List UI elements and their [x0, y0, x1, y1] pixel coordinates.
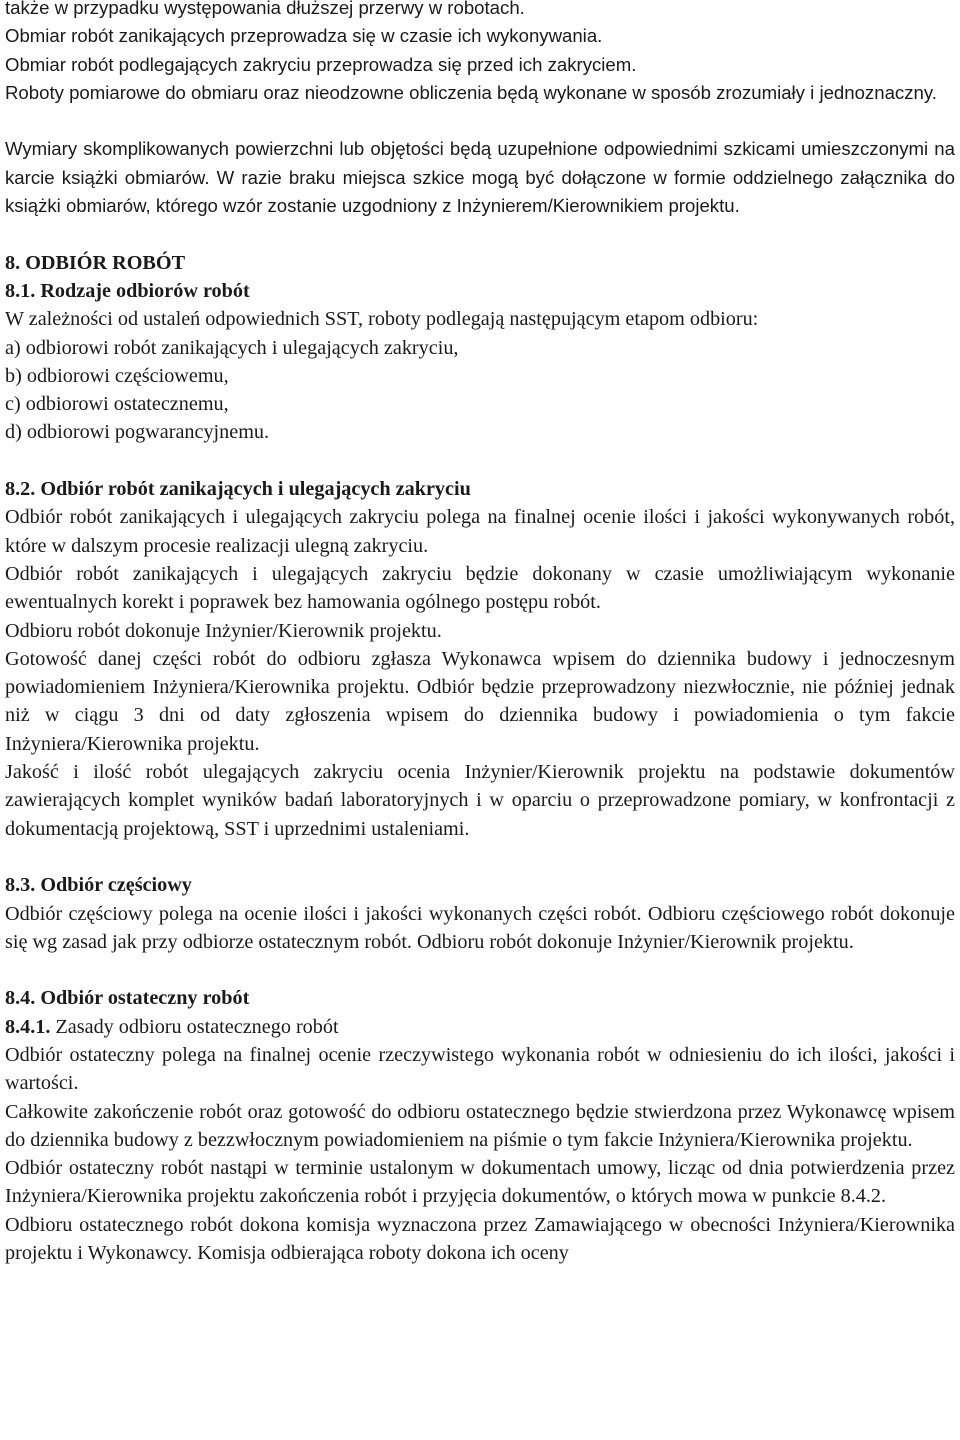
section-8-4-1-number: 8.4.1. [5, 1015, 51, 1038]
spacer [5, 843, 955, 871]
section-8-2-paragraph: Odbiór robót zanikających i ulegających zakryciu będzie dokonany w czasie umożliwiającym wykonanie ewentualnych korekt i poprawek bez hamowania ogólnego postępu robót. [5, 562, 955, 614]
intro-line-3: Obmiar robót podlegających zakryciu przeprowadza się przed ich zakryciem. [5, 53, 637, 75]
intro-paragraph-1: Roboty pomiarowe do obmiaru oraz nieodzowne obliczenia będą wykonane w sposób zrozumiały i jednoznaczny. [5, 81, 937, 103]
section-8-2-heading [5, 475, 955, 503]
section-8-1-title: Rodzaje odbiorów robót [40, 279, 250, 302]
section-8-1-list [5, 334, 955, 447]
list-item: d) odbiorowi pogwarancyjnemu. [5, 421, 270, 444]
intro-lines [5, 0, 955, 79]
spacer [5, 107, 955, 135]
section-8-2-paragraph: Jakość i ilość robót ulegających zakryciu ocenia Inżynier/Kierownik projektu na podstawie dokumentów zawierających komplet wyników badań laboratoryjnych i w oparciu o przeprowadzone pomiary, w konfrontacji z dokumentacją projektową, SST i uprzednimi ustaleniami. [5, 761, 955, 840]
section-8-3-heading [5, 871, 955, 899]
spacer [5, 220, 955, 248]
intro-line-2: Obmiar robót zanikających przeprowadza się w czasie ich wykonywania. [5, 25, 603, 47]
section-8-4-1-heading [5, 1013, 955, 1041]
section-8-2-number: 8.2. [5, 478, 36, 501]
list-item: b) odbiorowi częściowemu, [5, 364, 229, 387]
section-8-1-number: 8.1. [5, 279, 36, 302]
section-8-4-heading [5, 984, 955, 1012]
section-8-4-1-paragraph: Odbiór ostateczny robót nastąpi w terminie ustalonym w dokumentach umowy, licząc od dnia potwierdzenia przez Inżyniera/Kierownika projektu zakończenia robót i przyjęcia dokumentów, o których mowa w punkcie 8.4.2. [5, 1157, 955, 1208]
section-8-4-1-title: Zasady odbioru ostatecznego robót [55, 1015, 339, 1038]
intro-line-1: także w przypadku występowania dłuższej przerwy w robotach. [5, 0, 525, 18]
section-8-4-1-paragraph: Całkowite zakończenie robót oraz gotowość do odbioru ostatecznego będzie stwierdzona przez Wykonawcę wpisem do dziennika budowy z bezzwłocznym powiadomieniem na piśmie o tym fakcie Inżyniera/Kierownika projektu. [5, 1100, 955, 1151]
section-8-2-paragraph: Odbiór robót zanikających i ulegających zakryciu polega na finalnej ocenie ilości i jakości wykonywanych robót, które w dalszym procesie realizacji ulegną zakryciu. [5, 506, 955, 557]
list-item: c) odbiorowi ostatecznemu, [5, 393, 229, 416]
section-8-2-title: Odbiór robót zanikających i ulegających zakryciu [40, 478, 471, 501]
section-8-1-heading [5, 277, 955, 305]
section-8-4-number: 8.4. [5, 987, 36, 1010]
section-8-4-1-paragraph: Odbioru ostatecznego robót dokona komisja wyznaczona przez Zamawiającego w obecności Inżyniera/Kierownika projektu i Wykonawcy. Komisja odbierająca roboty dokona ich oceny [5, 1213, 955, 1265]
section-8-3-title: Odbiór częściowy [40, 874, 192, 897]
section-8-3-number: 8.3. [5, 874, 36, 897]
section-8-4-title: Odbiór ostateczny robót [40, 987, 250, 1010]
section-8-3-text: Odbiór częściowy polega na ocenie ilości i jakości wykonanych części robót. Odbioru częściowego robót dokonuje się wg zasad jak przy odbiorze ostatecznym robót. Odbioru robót dokonuje Inżynier/Kierownik projektu. [5, 902, 955, 953]
spacer [5, 956, 955, 984]
section-8-heading: 8. ODBIÓR ROBÓT [5, 251, 186, 274]
section-8-4-1-paragraph: Odbiór ostateczny polega na finalnej ocenie rzeczywistego wykonania robót w odniesieniu do ich ilości, jakości i wartości. [5, 1043, 955, 1095]
section-8-1-text: W zależności od ustaleń odpowiednich SST, roboty podlegają następującym etapom odbioru: [5, 308, 759, 331]
section-8-2-paragraph: Gotowość danej części robót do odbioru zgłasza Wykonawca wpisem do dziennika budowy i jednoczesnym powiadomieniem Inżyniera/Kierownika projektu. Odbiór będzie przeprowadzony niezwłocznie, nie później jednak niż w ciągu 3 dni od daty zgłoszenia wpisem do dziennika budowy i powiadomienia o tym fakcie Inżyniera/Kierownika projektu. [5, 647, 955, 755]
intro-paragraph-2: Wymiary skomplikowanych powierzchni lub objętości będą uzupełnione odpowiednimi szkicami umieszczonymi na karcie książki obmiarów. W razie braku miejsca szkice mogą być dołączone w formie oddzielnego załącznika do książki obmiarów, którego wzór zostanie uzgodniony z Inżynierem/Kierownikiem projektu. [5, 138, 955, 217]
list-item: a) odbiorowi robót zanikających i ulegających zakryciu, [5, 336, 459, 359]
spacer [5, 447, 955, 475]
document-page [5, 0, 955, 1267]
section-8-2-paragraph: Odbioru robót dokonuje Inżynier/Kierownik projektu. [5, 619, 442, 642]
